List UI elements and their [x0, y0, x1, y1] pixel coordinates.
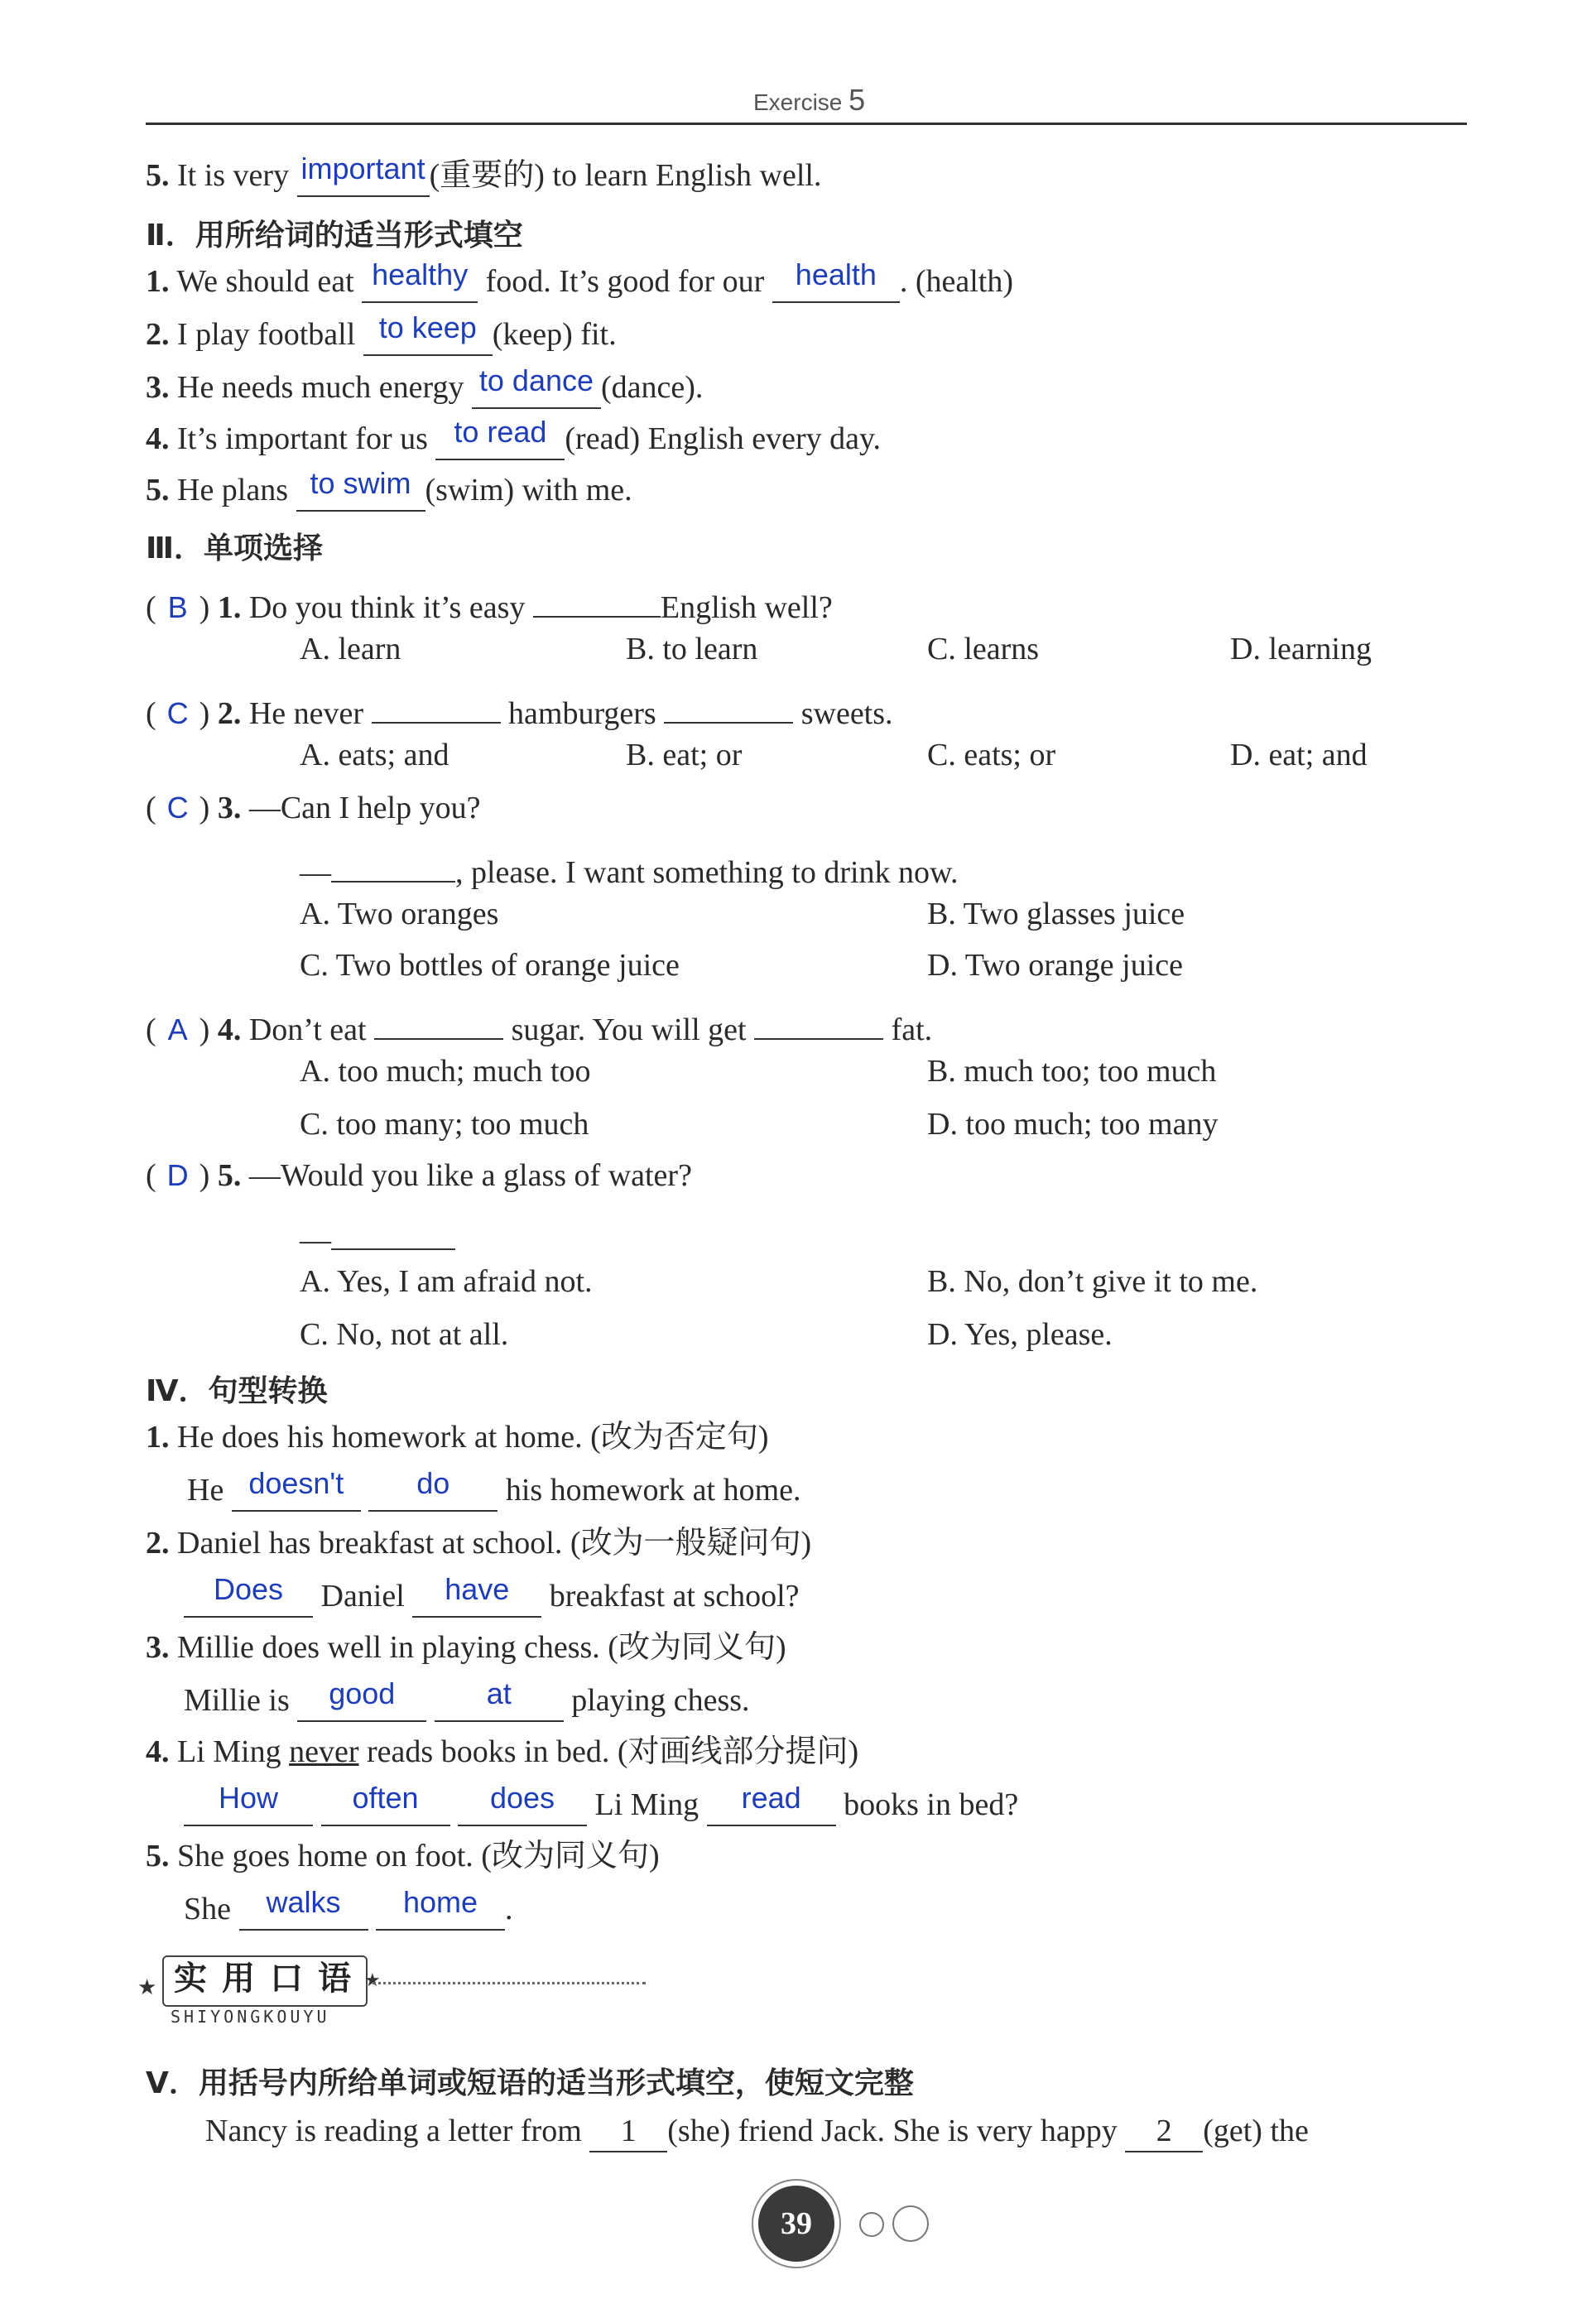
footer-circle-small-icon [859, 2212, 884, 2237]
s3-q4-option-b[interactable]: B. much too; too much [927, 1054, 1217, 1089]
s4-q4-underlined-word: never [289, 1734, 359, 1769]
s2-q3-blank[interactable]: to dance [472, 368, 601, 409]
s3-q1-option-a[interactable]: A. learn [300, 632, 401, 666]
header-number: 5 [848, 83, 866, 117]
section4-title: Ⅳ．句型转换 [146, 1374, 328, 1408]
s4-q1: 1. He does his homework at home. (改为否定句) [146, 1420, 769, 1455]
s3-q5-option-c[interactable]: C. No, not at all. [300, 1317, 509, 1352]
s2-q1-blank1[interactable]: healthy [362, 262, 478, 303]
s3-q5-answer[interactable]: D [166, 1158, 189, 1192]
s3-q2-option-c[interactable]: C. eats; or [927, 738, 1056, 772]
s5-blank2[interactable]: 2 [1125, 2111, 1203, 2152]
s4-q4-blank4[interactable]: read [707, 1785, 836, 1826]
s3-q2-blank2 [664, 682, 793, 724]
s3-q4-blank2 [754, 998, 883, 1040]
section2-title: Ⅱ．用所给词的适当形式填空 [146, 219, 523, 252]
section5-title: Ⅴ．用括号内所给单词或短语的适当形式填空，使短文完整 [146, 2066, 914, 2100]
s3-q5-blank [331, 1209, 455, 1250]
s4-q4-blank3[interactable]: does [458, 1785, 587, 1826]
s3-q3: ( C ) 3. —Can I help you? [146, 788, 480, 828]
badge-char-2: 用 [222, 1959, 255, 1998]
s4-q1-answer-line: He doesn't do his homework at home. [187, 1470, 801, 1512]
badge-char-4: 语 [318, 1959, 351, 1998]
s3-q5-line2: — [300, 1209, 455, 1260]
s4-q2-blank2[interactable]: have [412, 1576, 541, 1618]
s3-q1-option-d[interactable]: D. learning [1230, 632, 1372, 666]
s3-q2-blank1 [372, 682, 501, 724]
page-header [753, 83, 865, 118]
s4-q3-blank2[interactable]: at [435, 1681, 564, 1722]
s3-q3-option-a[interactable]: A. Two oranges [300, 897, 499, 931]
s3-q1-blank [533, 576, 661, 618]
s2-q5-blank[interactable]: to swim [296, 470, 425, 512]
s3-q4: ( A ) 4. Don’t eat sugar. You will get fat. [146, 998, 932, 1050]
s4-q5-blank1[interactable]: walks [239, 1889, 368, 1931]
s4-q1-blank2[interactable]: do [368, 1470, 498, 1512]
s2-q1: 1. We should eat healthy food. It’s good for our health . (health) [146, 262, 1013, 303]
s3-q1: ( B ) 1. Do you think it’s easy English well? [146, 576, 833, 628]
s5-blank1[interactable]: 1 [589, 2111, 667, 2152]
badge-pinyin: SHIYONGKOUYU [171, 2007, 330, 2027]
s4-q3: 3. Millie does well in playing chess. (改为同义句) [146, 1630, 786, 1665]
s2-q2-blank[interactable]: to keep [363, 315, 493, 356]
s5-line1: Nancy is reading a letter from 1 (she) friend Jack. She is very happy 2 (get) the [205, 2111, 1309, 2152]
s2-q1-blank2[interactable]: health [772, 262, 900, 303]
s3-q5-option-d[interactable]: D. Yes, please. [927, 1317, 1113, 1352]
s3-q3-line2: — , please. I want something to drink now. [300, 841, 959, 892]
s3-q1-option-c[interactable]: C. learns [927, 632, 1040, 666]
s3-q1-answer[interactable]: B [167, 590, 188, 624]
s3-q4-option-c[interactable]: C. too many; too much [300, 1107, 589, 1142]
s3-q4-answer[interactable]: A [167, 1012, 188, 1046]
s1-q5-blank[interactable]: important [297, 156, 430, 197]
s3-q4-option-d[interactable]: D. too much; too many [927, 1107, 1219, 1142]
s4-q3-blank1[interactable]: good [297, 1681, 426, 1722]
s1-q5: 5. It is very important (重要的) to learn English well. [146, 156, 821, 197]
s3-q2-option-d[interactable]: D. eat; and [1230, 738, 1368, 772]
page-number-badge: 39 [758, 2186, 834, 2262]
s4-q2-blank1[interactable]: Does [184, 1576, 313, 1618]
s3-q3-blank [331, 841, 455, 883]
s3-q2-option-b[interactable]: B. eat; or [626, 738, 743, 772]
s4-q4-blank1[interactable]: How [184, 1785, 313, 1826]
s2-q3: 3. He needs much energy to dance (dance). [146, 368, 703, 409]
s4-q4-blank2[interactable]: often [321, 1785, 450, 1826]
s4-q3-answer-line: Millie is good at playing chess. [184, 1681, 750, 1722]
s4-q4-answer-line: How often does Li Ming read books in bed? [184, 1785, 1018, 1826]
s3-q5: ( D ) 5. —Would you like a glass of water? [146, 1156, 692, 1195]
s3-q3-option-c[interactable]: C. Two bottles of orange juice [300, 948, 680, 983]
s3-q5-option-a[interactable]: A. Yes, I am afraid not. [300, 1264, 593, 1299]
header-label: Exercise [753, 89, 843, 115]
s3-q3-option-b[interactable]: B. Two glasses juice [927, 897, 1185, 931]
s4-q2-answer-line: Does Daniel have breakfast at school? [184, 1576, 800, 1618]
footer-circle-large-icon [892, 2205, 929, 2242]
s4-q4: 4. Li Ming never reads books in bed. (对画线部分提问) [146, 1734, 859, 1769]
s3-q2-answer[interactable]: C [166, 696, 189, 730]
header-rule [146, 123, 1467, 125]
s3-q5-option-b[interactable]: B. No, don’t give it to me. [927, 1264, 1258, 1299]
badge-star-right-icon: ★ [364, 1970, 381, 1991]
s4-q5-blank2[interactable]: home [376, 1889, 505, 1931]
badge-dotted-line [373, 1982, 646, 1984]
s3-q2: ( C ) 2. He never hamburgers sweets. [146, 682, 893, 733]
s2-q5: 5. He plans to swim (swim) with me. [146, 470, 632, 512]
s2-q4: 4. It’s important for us to read (read) English every day. [146, 419, 881, 460]
s3-q1-option-b[interactable]: B. to learn [626, 632, 758, 666]
s3-q3-option-d[interactable]: D. Two orange juice [927, 948, 1183, 983]
s3-q4-option-a[interactable]: A. too much; much too [300, 1054, 591, 1089]
s3-q3-answer[interactable]: C [166, 791, 189, 825]
badge-char-1: 实 [174, 1959, 207, 1998]
s2-q2: 2. I play football to keep (keep) fit. [146, 315, 617, 356]
section3-title: Ⅲ．单项选择 [146, 531, 324, 565]
badge-star-left-icon: ★ [137, 1975, 157, 2000]
s4-q5: 5. She goes home on foot. (改为同义句) [146, 1839, 660, 1873]
s3-q4-blank1 [374, 998, 503, 1040]
s4-q5-answer-line: She walks home . [184, 1889, 513, 1931]
s3-q2-option-a[interactable]: A. eats; and [300, 738, 449, 772]
badge-char-3: 口 [270, 1959, 303, 1998]
s2-q4-blank[interactable]: to read [435, 419, 565, 460]
s4-q1-blank1[interactable]: doesn't [232, 1470, 361, 1512]
s4-q2: 2. Daniel has breakfast at school. (改为一般疑问句) [146, 1526, 812, 1561]
